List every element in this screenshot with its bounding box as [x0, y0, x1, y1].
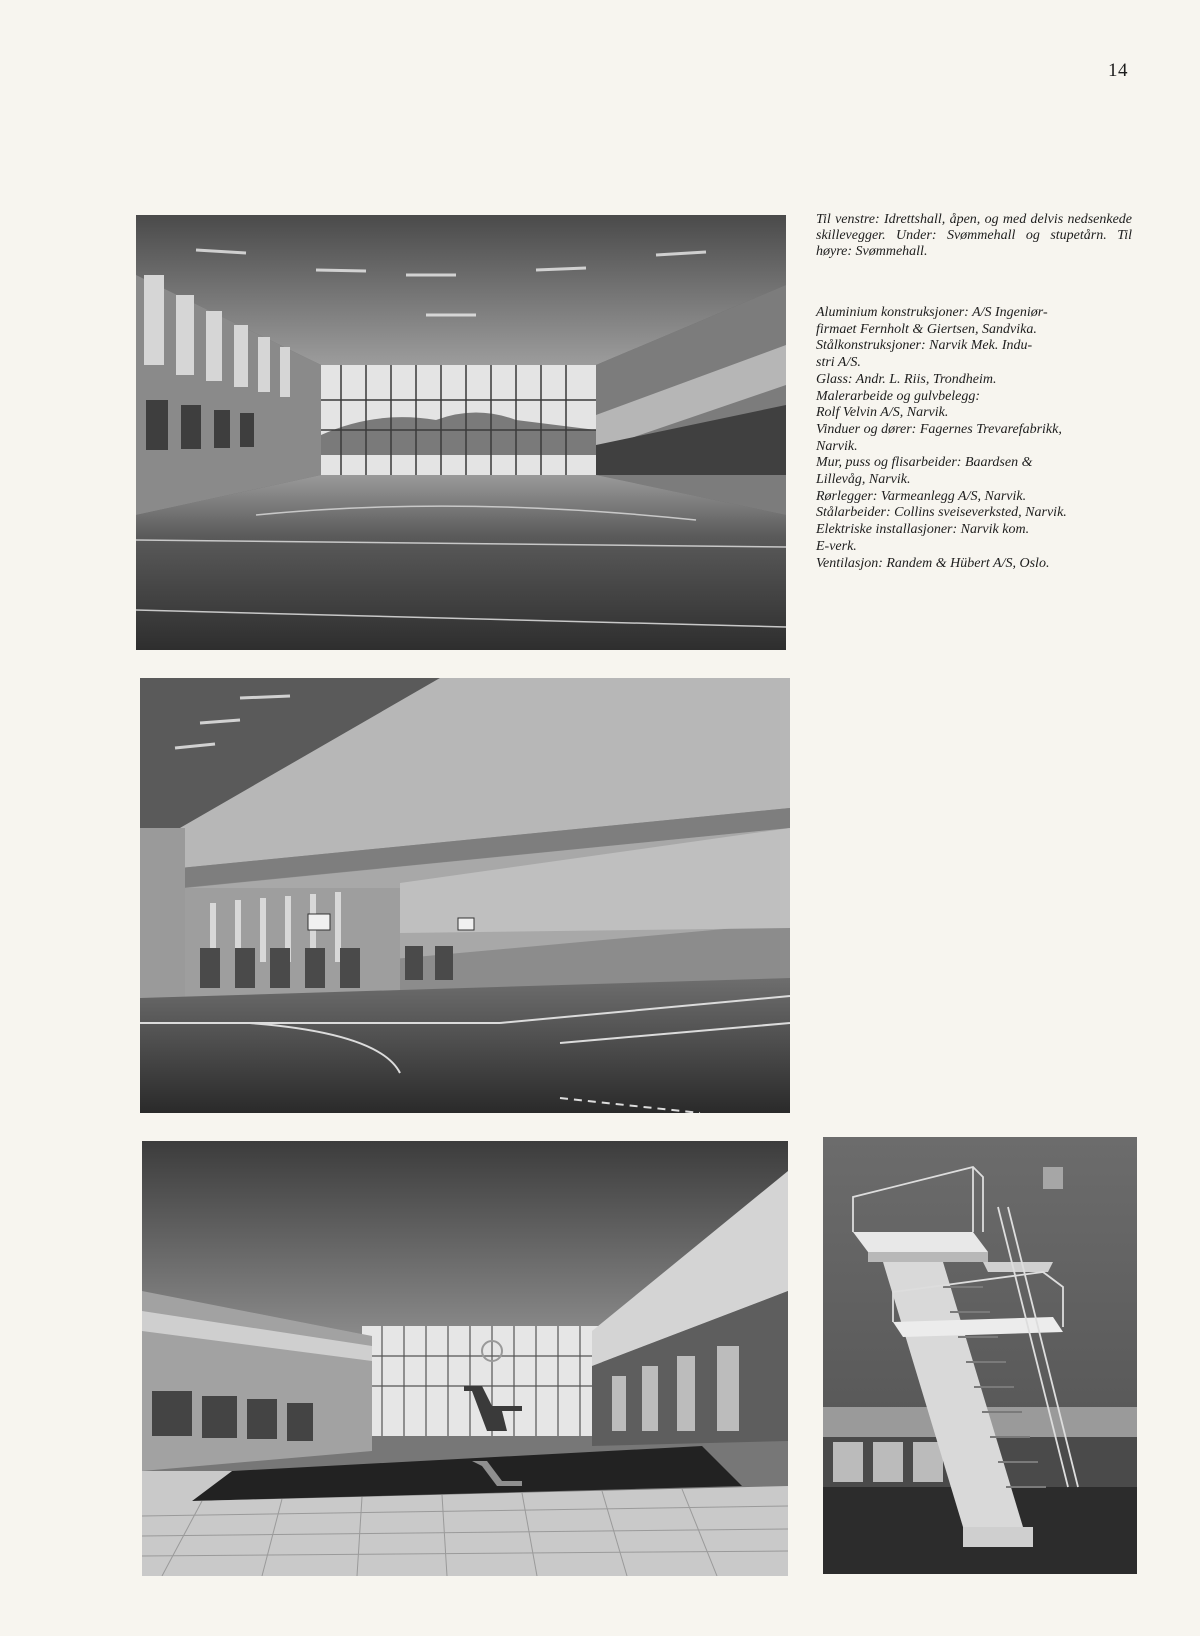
credit-line: Ventilasjon: Randem & Hübert A/S, Oslo. [816, 555, 1050, 571]
credit-line: Vinduer og dører: Fagernes Trevarefabrikk, [816, 421, 1062, 437]
photo-sports-hall-divided [140, 678, 790, 1113]
photo-sports-hall-open [136, 215, 786, 650]
credit-line: Glass: Andr. L. Riis, Trondheim. [816, 371, 997, 387]
credit-line: E-verk. [816, 538, 857, 554]
page-number: 14 [1108, 60, 1128, 81]
credit-line: Rørlegger: Varmeanlegg A/S, Narvik. [816, 488, 1027, 504]
credit-line: Aluminium konstruksjoner: A/S Ingeniør- [816, 305, 1048, 320]
credit-line: Narvik. [816, 438, 858, 454]
photo-caption: Til venstre: Idrettshall, åpen, og med delvis nedsenkede skillevegger. Under: Svømmehall og stupetårn. Til høyre: Svømmehall. [816, 212, 1132, 259]
credit-line: stri A/S. [816, 355, 861, 371]
photo-diving-tower-detail [823, 1137, 1137, 1574]
contractor-credits-list [816, 305, 1132, 572]
credit-line: Elektriske installasjoner: Narvik kom. [816, 522, 1030, 538]
credit-line: Rolf Velvin A/S, Narvik. [816, 405, 949, 421]
credit-line: Stålkonstruksjoner: Narvik Mek. Indu- [816, 338, 1033, 354]
caption-block [816, 212, 1132, 260]
credit-line: Malerarbeide og gulvbelegg: [816, 388, 981, 404]
credit-line: firmaet Fernholt & Giertsen, Sandvika. [816, 321, 1037, 337]
credit-line: Mur, puss og flisarbeider: Baardsen & [816, 455, 1033, 471]
credit-line: Lillevåg, Narvik. [816, 472, 911, 488]
photo-swimming-hall-diving-tower [142, 1141, 788, 1576]
credit-line: Stålarbeider: Collins sveiseverksted, Narvik. [816, 505, 1067, 521]
